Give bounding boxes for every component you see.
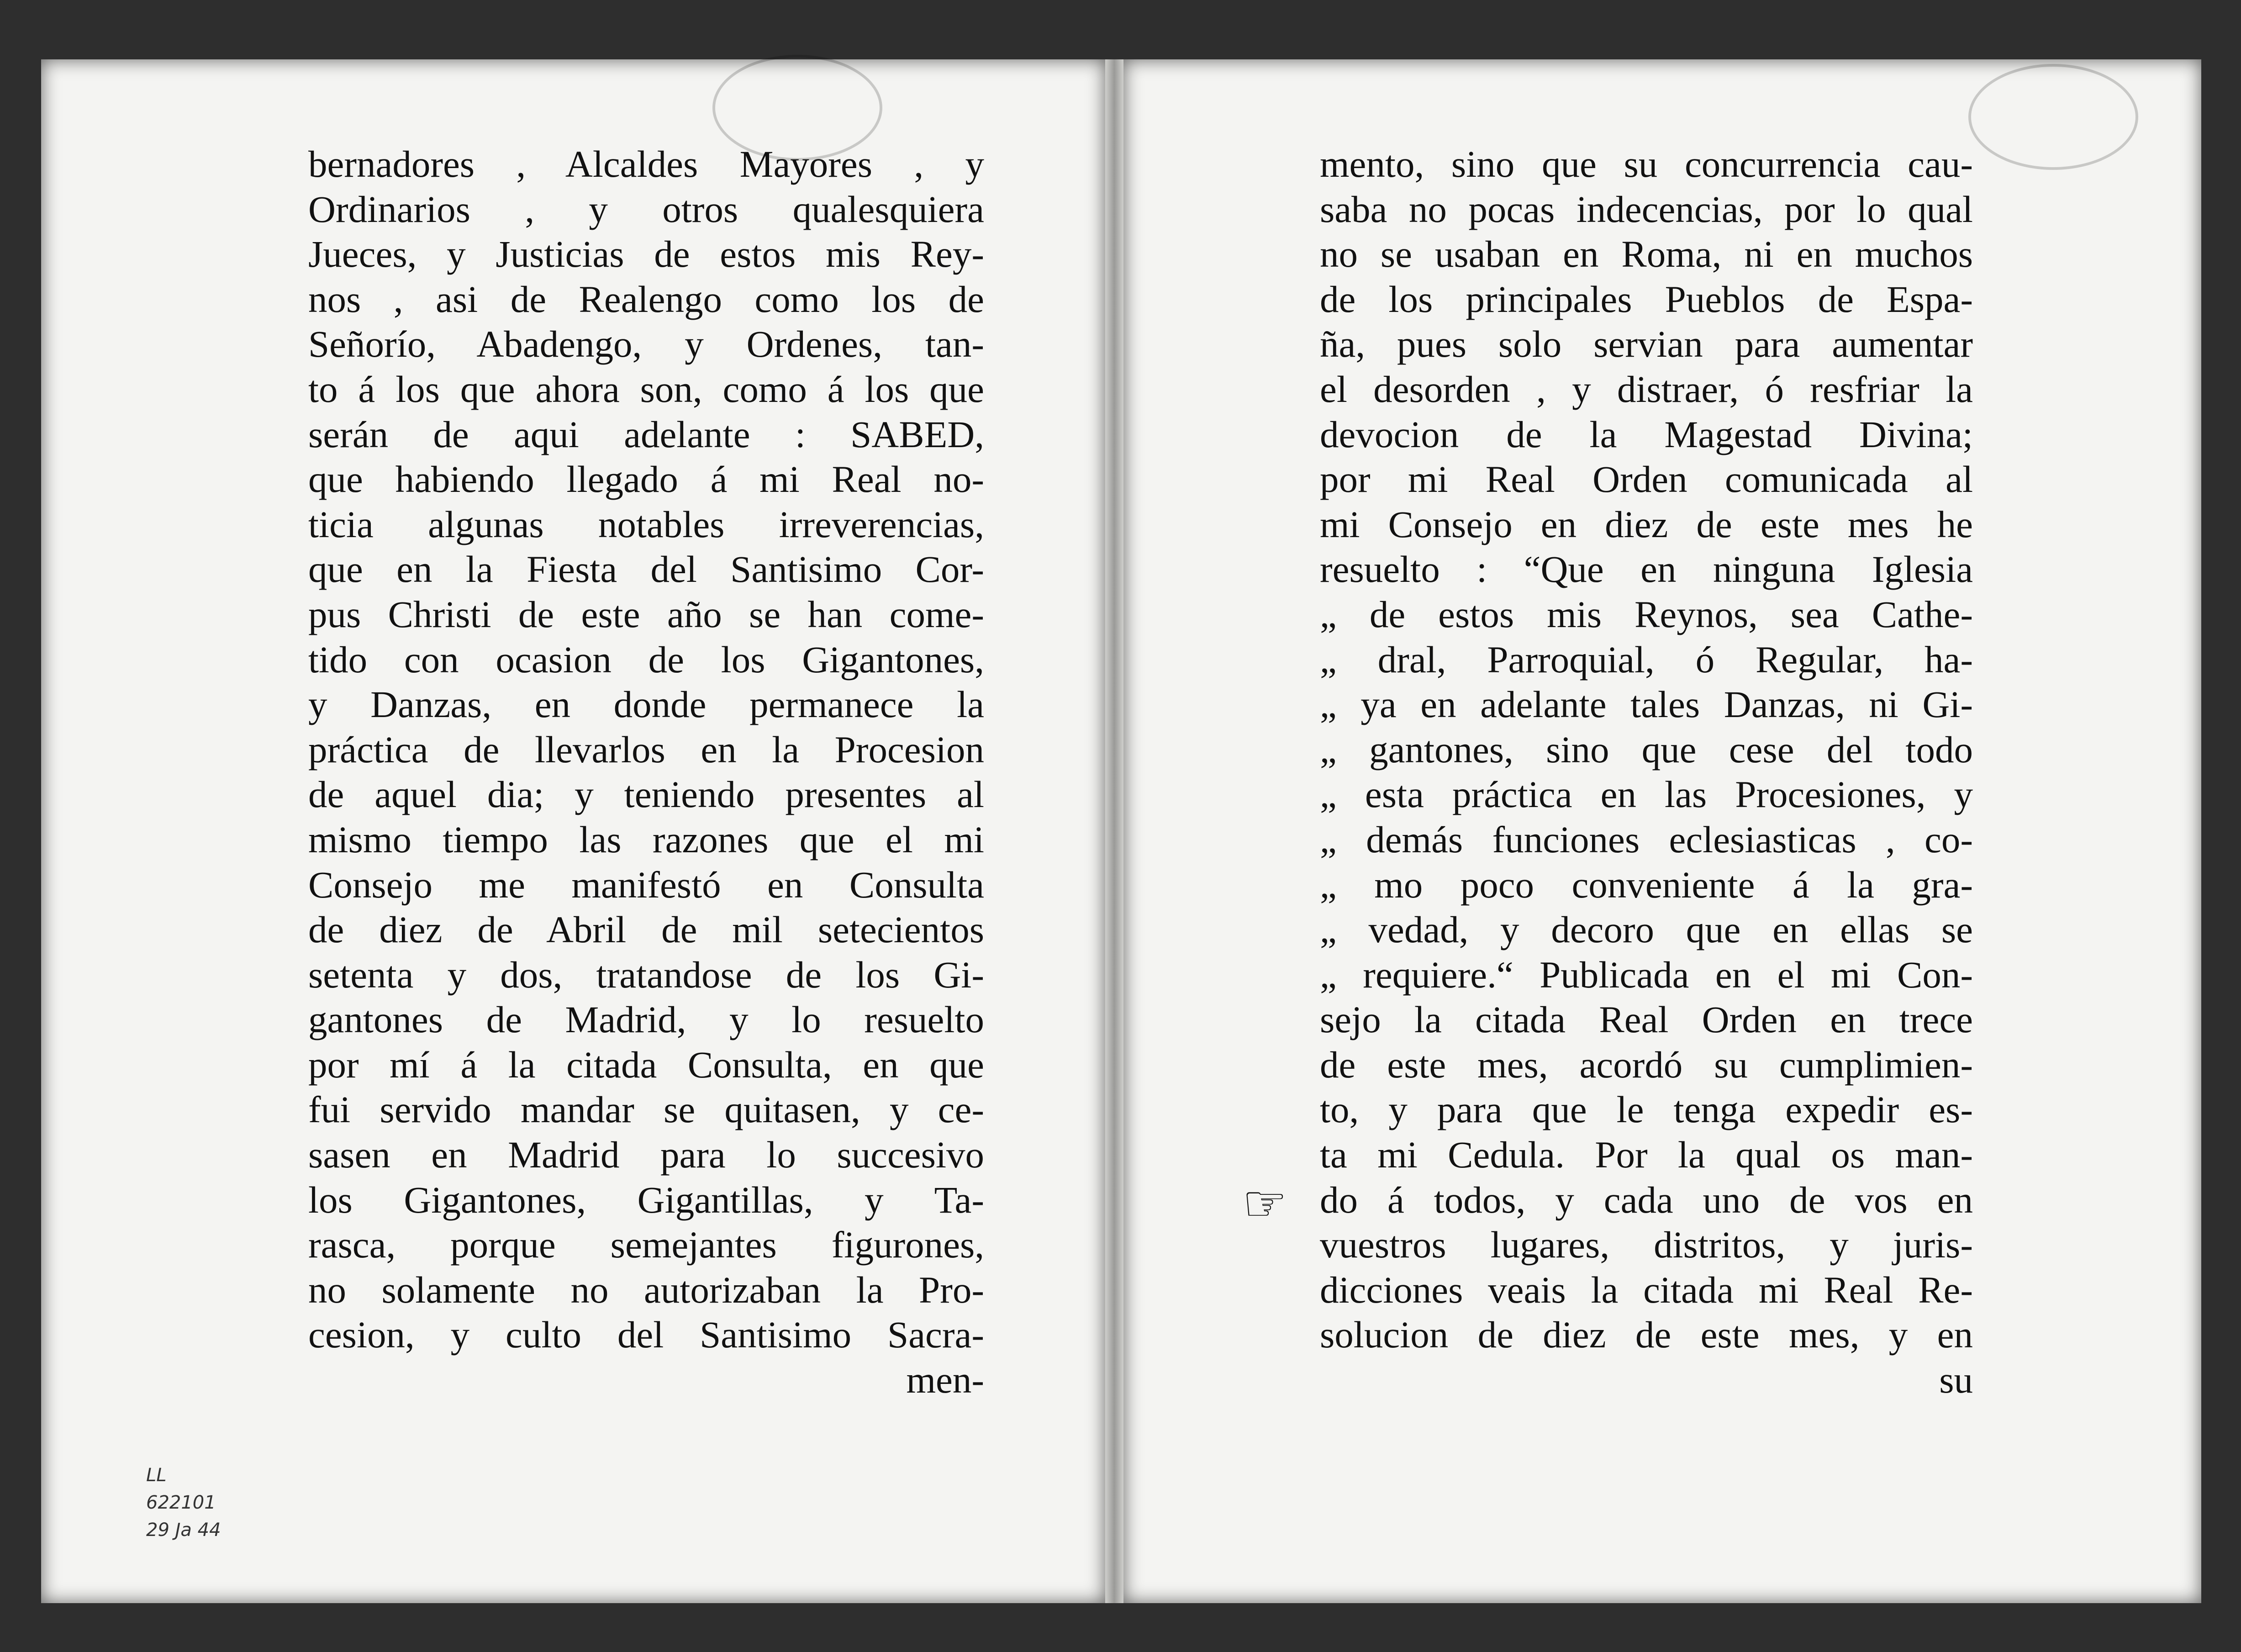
text-line: „ ya en adelante tales Danzas, ni Gi- <box>1320 683 1973 726</box>
text-line: no se usaban en Roma, ni en muchos <box>1320 233 1973 275</box>
text-line: Ordinarios , y otros qualesquiera <box>308 188 984 230</box>
right-page <box>1123 59 2201 1603</box>
shelfmark-line: 29 Ja 44 <box>146 1520 221 1541</box>
text-line: de este mes, acordó su cumplimien- <box>1320 1043 1973 1086</box>
text-line: sejo la citada Real Orden en trece <box>1320 998 1973 1041</box>
text-line: to á los que ahora son, como á los que <box>308 368 984 410</box>
text-line: vuestros lugares, distritos, y juris- <box>1320 1224 1973 1266</box>
text-line: nos , asi de Realengo como los de <box>308 278 984 320</box>
text-line: do á todos, y cada uno de vos en <box>1320 1178 1973 1221</box>
text-line: fui servido mandar se quitasen, y ce- <box>308 1088 984 1131</box>
text-line: setenta y dos, tratandose de los Gi- <box>308 953 984 996</box>
text-line: y Danzas, en donde permanece la <box>308 683 984 726</box>
shelfmark-annotation <box>146 1462 221 1544</box>
text-line: cesion, y culto del Santisimo Sacra- <box>308 1314 984 1356</box>
book-gutter <box>1105 59 1123 1603</box>
text-line: Consejo me manifestó en Consulta <box>308 863 984 906</box>
text-line: dicciones veais la citada mi Real Re- <box>1320 1268 1973 1311</box>
text-line: práctica de llevarlos en la Procesion <box>308 728 984 771</box>
text-line: ña, pues solo servian para aumentar <box>1320 323 1973 365</box>
text-line: mi Consejo en diez de este mes he <box>1320 503 1973 545</box>
text-line: mismo tiempo las razones que el mi <box>308 818 984 860</box>
shelfmark-line: LL <box>146 1465 167 1486</box>
text-line: mento, sino que su concurrencia cau- <box>1320 143 1973 185</box>
right-text-column <box>1320 142 1973 1403</box>
text-line: de los principales Pueblos de Espa- <box>1320 278 1973 320</box>
text-line: solucion de diez de este mes, y en <box>1320 1314 1973 1356</box>
text-line: los Gigantones, Gigantillas, y Ta- <box>308 1178 984 1221</box>
text-line: ta mi Cedula. Por la qual os man- <box>1320 1134 1973 1176</box>
text-line: que en la Fiesta del Santisimo Cor- <box>308 548 984 591</box>
text-line: ticia algunas notables irreverencias, <box>308 503 984 545</box>
text-line: sasen en Madrid para lo succesivo <box>308 1134 984 1176</box>
left-page <box>41 59 1105 1603</box>
text-line: „ mo poco conveniente á la gra- <box>1320 863 1973 906</box>
text-line: no solamente no autorizaban la Pro- <box>308 1268 984 1311</box>
text-line: „ dral, Parroquial, ó Regular, ha- <box>1320 638 1973 681</box>
text-line: resuelto : “Que en ninguna Iglesia <box>1320 548 1973 591</box>
text-line: devocion de la Magestad Divina; <box>1320 413 1973 455</box>
text-line: rasca, porque semejantes figurones, <box>308 1224 984 1266</box>
text-line: Señorío, Abadengo, y Ordenes, tan- <box>308 323 984 365</box>
text-line: „ de estos mis Reynos, sea Cathe- <box>1320 593 1973 635</box>
text-line: bernadores , Alcaldes Mayores , y <box>308 143 984 185</box>
text-line: que habiendo llegado á mi Real no- <box>308 458 984 501</box>
text-line: „ demás funciones eclesiasticas , co- <box>1320 818 1973 860</box>
text-line: por mi Real Orden comunicada al <box>1320 458 1973 501</box>
text-line: pus Christi de este año se han come- <box>308 593 984 635</box>
shelfmark-line: 622101 <box>146 1492 216 1513</box>
pointing-hand-icon: ☞ <box>1242 1174 1287 1233</box>
text-line: „ esta práctica en las Procesiones, y <box>1320 773 1973 816</box>
text-line: de aquel dia; y teniendo presentes al <box>308 773 984 816</box>
text-line: tido con ocasion de los Gigantones, <box>308 638 984 681</box>
text-line: „ requiere.“ Publicada en el mi Con- <box>1320 953 1973 996</box>
text-line: de diez de Abril de mil setecientos <box>308 908 984 951</box>
text-line: por mí á la citada Consulta, en que <box>308 1043 984 1086</box>
left-text-column <box>308 142 984 1403</box>
text-line: Jueces, y Justicias de estos mis Rey- <box>308 233 984 275</box>
text-line: „ gantones, sino que cese del todo <box>1320 728 1973 771</box>
text-line: serán de aqui adelante : SABED, <box>308 413 984 455</box>
text-line: to, y para que le tenga expedir es- <box>1320 1088 1973 1131</box>
text-line: „ vedad, y decoro que en ellas se <box>1320 908 1973 951</box>
text-line: men- <box>906 1359 984 1401</box>
text-line: gantones de Madrid, y lo resuelto <box>308 998 984 1041</box>
text-line: el desorden , y distraer, ó resfriar la <box>1320 368 1973 410</box>
faded-stamp <box>1968 64 2138 170</box>
text-line: su <box>1939 1359 1973 1401</box>
text-line: saba no pocas indecencias, por lo qual <box>1320 188 1973 230</box>
